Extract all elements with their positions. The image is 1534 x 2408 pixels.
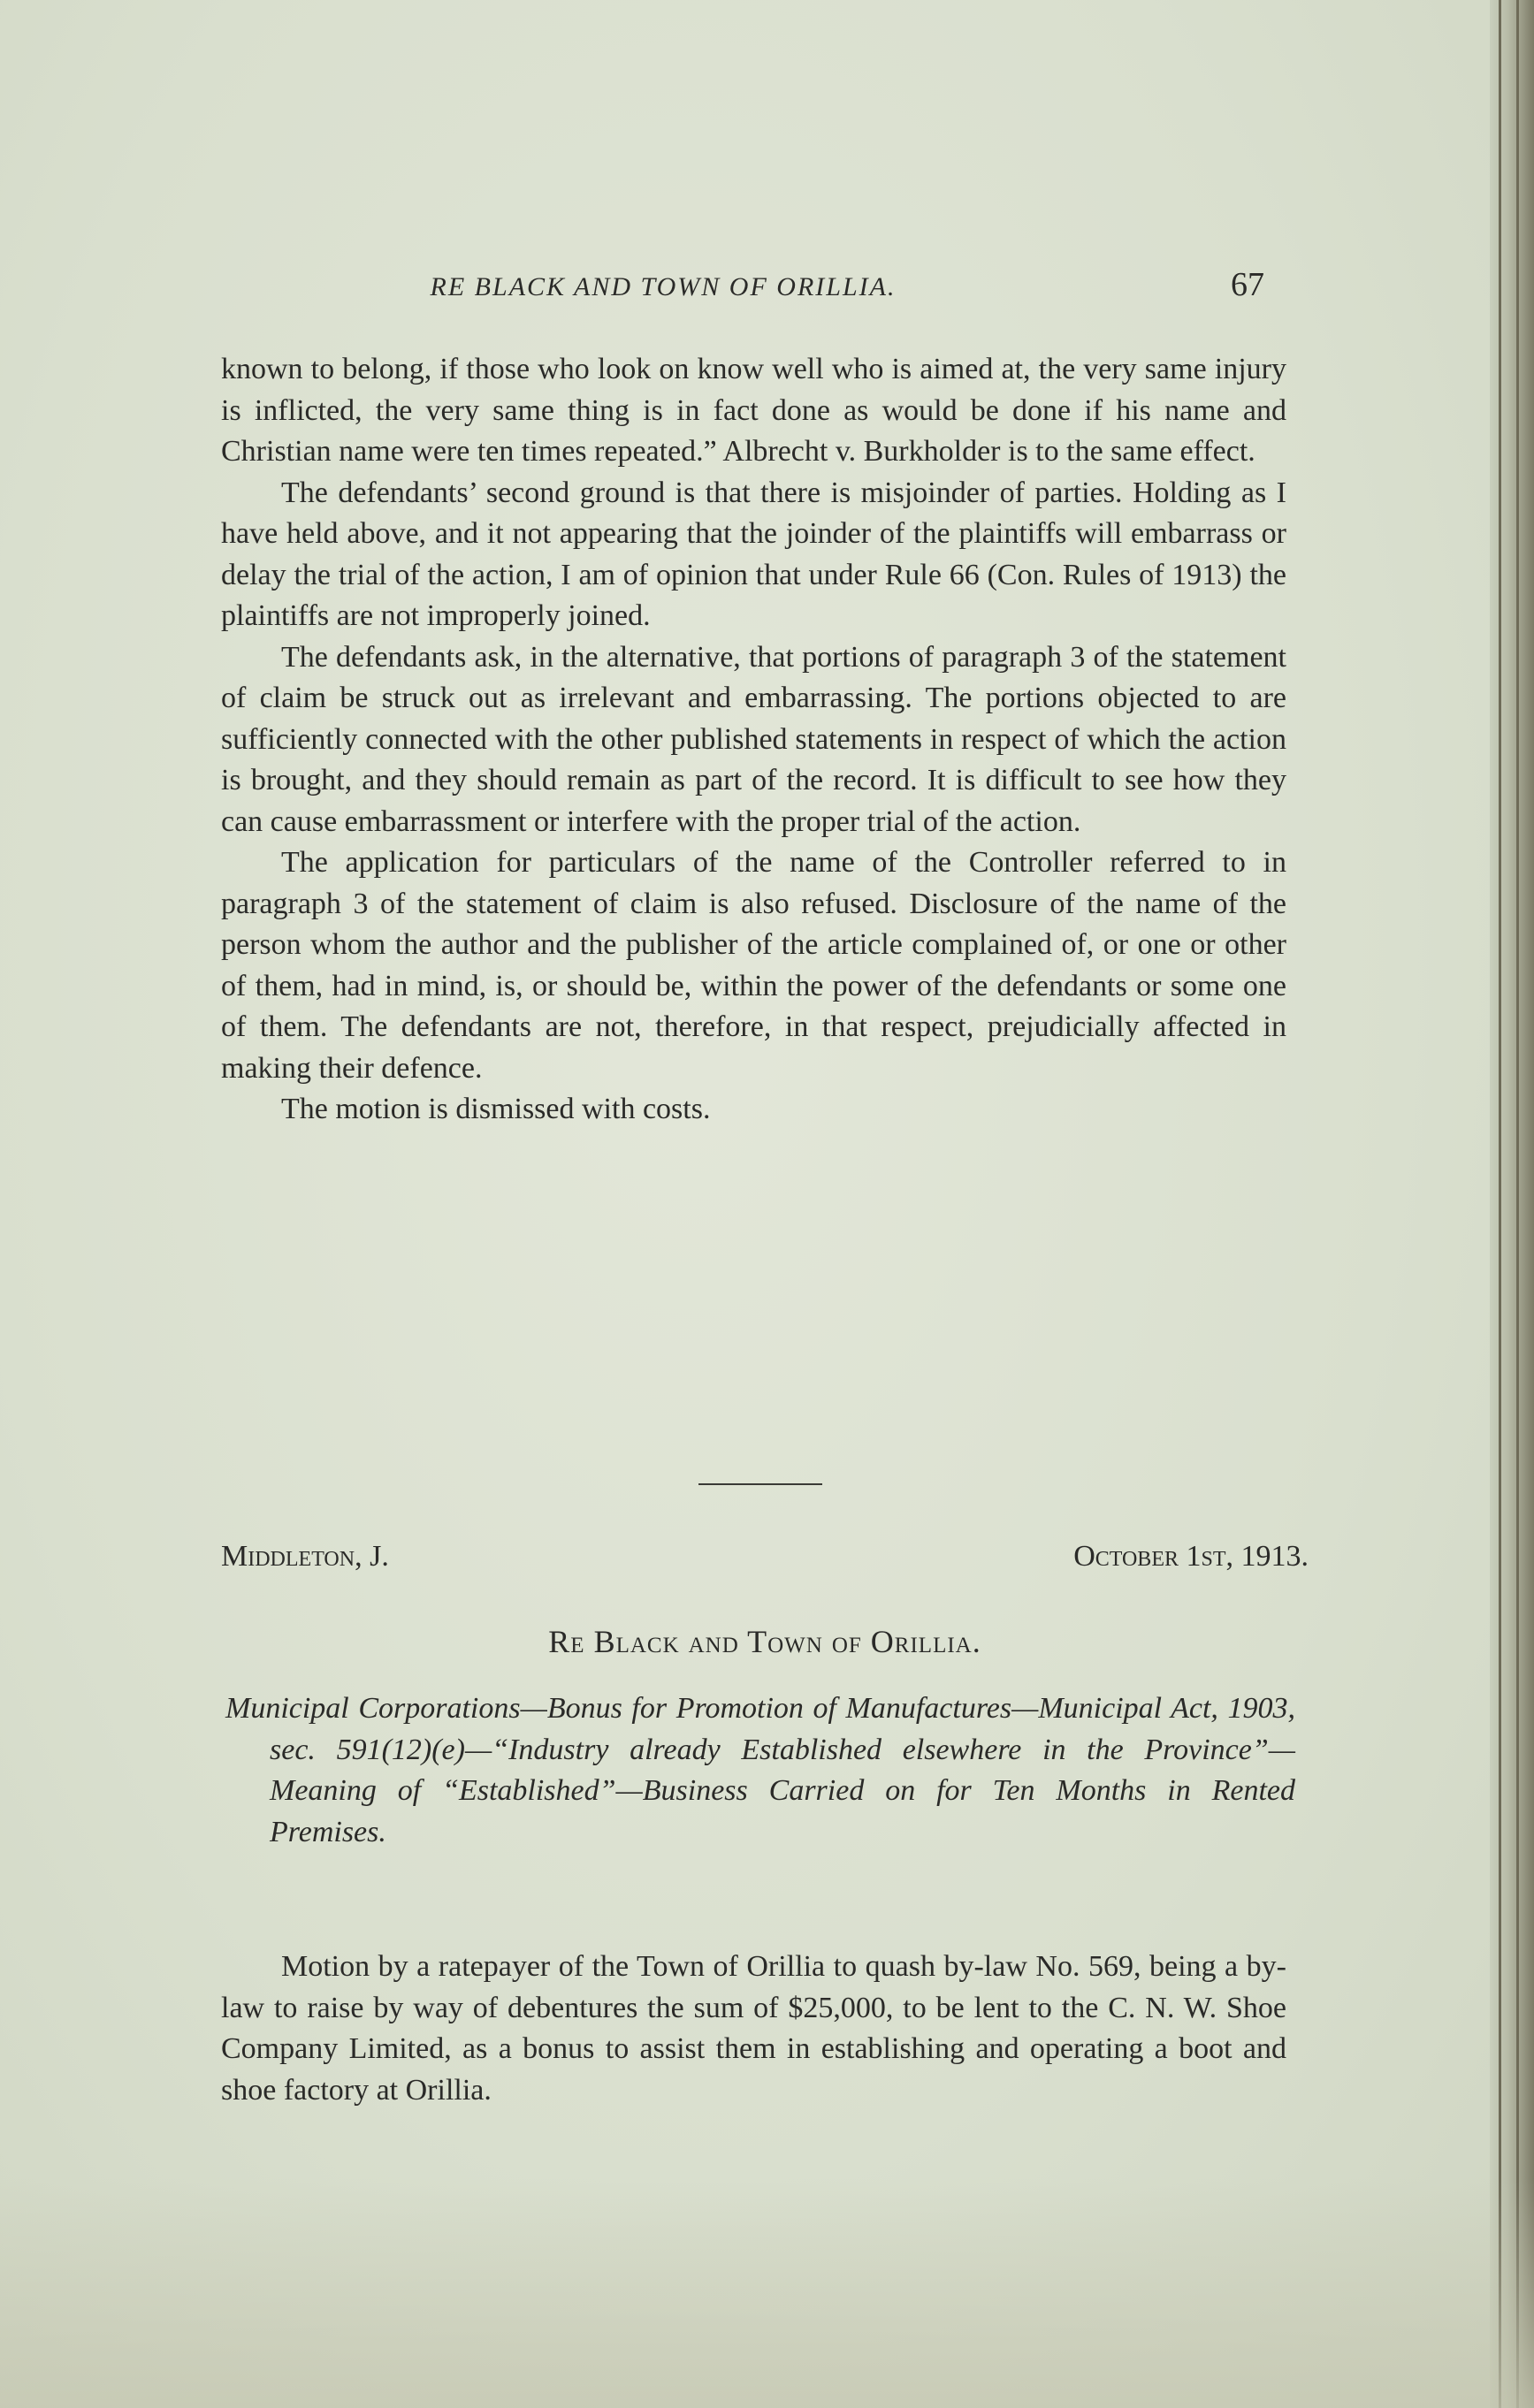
paragraph: known to belong, if those who look on know well who is aimed at, the very same injury is inflicted, the very same thing is in fact done as would be done if his name and Christian name were ten times repeated.” Albrecht v. Burkholder is to the same effect. bbox=[221, 353, 1286, 468]
page-number: 67 bbox=[1231, 266, 1264, 303]
motion-text bbox=[221, 1947, 1286, 2111]
running-head bbox=[221, 265, 1264, 309]
paragraph: The defendants ask, in the alternative, that portions of paragraph 3 of the statement of claim be struck out as irrelevant and embarrassing. The portions objected to are sufficiently connected with the other published statements in respect of which the action is brought, and they should remain as part of the record. It is difficult to see how they can cause embarrassment or interfere with the proper trial of the action. bbox=[221, 640, 1286, 838]
case-title: Re Black and Town of Orillia. bbox=[548, 1624, 981, 1659]
opinion-text bbox=[221, 349, 1286, 1131]
section-divider bbox=[698, 1483, 822, 1485]
book-spine-shadow bbox=[1490, 0, 1534, 2408]
case-date: October 1st, 1913. bbox=[1073, 1540, 1309, 1573]
paragraph: The application for particulars of the name of the Controller referred to in paragraph 3 of the statement of claim is also refused. Disclosure of the name of the person whom the author and the publisher of the article complained of, or one or other of them, had in mind, is, or should be, within the power of the defendants or some one of them. The defendants are not, therefore, in that respect, prejudicially affected in making their defence. bbox=[221, 846, 1286, 1085]
case-byline bbox=[221, 1540, 1309, 1584]
paragraph: The motion is dismissed with costs. bbox=[281, 1093, 711, 1125]
paragraph: Motion by a ratepayer of the Town of Orillia to quash by-law No. 569, being a by-law to raise by way of debentures the sum of $25,000, to be lent to the C. N. W. Shoe Company Limited, as a bonus to assist them in establishing and operating a boot and shoe factory at Orillia. bbox=[221, 1950, 1286, 2107]
page-stain bbox=[0, 2178, 1534, 2408]
running-title: RE BLACK AND TOWN OF ORILLIA. bbox=[430, 272, 897, 301]
paragraph: The defendants’ second ground is that there is misjoinder of parties. Holding as I have held above, and it not appearing that the joinder of the plaintiffs will embarrass or delay the trial of the action, I am of opinion that under Rule 66 (Con. Rules of 1913) the plaintiffs are not improperly joined. bbox=[221, 476, 1286, 632]
spine-edge-line bbox=[1499, 0, 1501, 2408]
spine-edge-line bbox=[1516, 0, 1519, 2408]
headnote: Municipal Corporations—Bonus for Promotion of Manufactures—Municipal Act, 1903, sec. 591(12)(e)—“Industry already Established elsewhere in the Province”—Meaning of “Established”—Business Carried on for Ten Months in Rented Premises. bbox=[225, 1692, 1295, 1848]
judge-name: Middleton, J. bbox=[221, 1540, 389, 1573]
